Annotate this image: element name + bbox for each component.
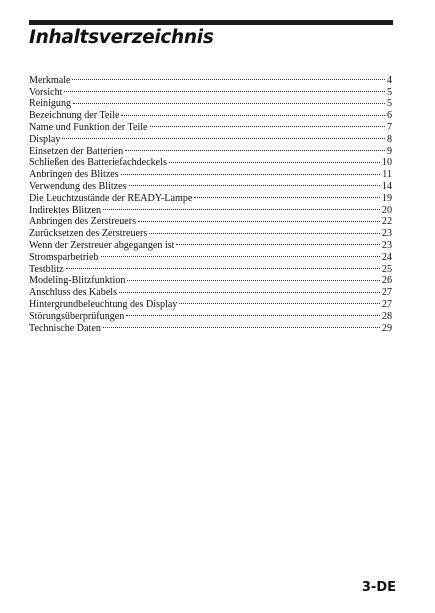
toc-entry-label: Merkmale — [29, 74, 71, 86]
toc-entry-label: Schließen des Batteriefachdeckels — [29, 157, 167, 169]
toc-entry-label: Name und Funktion der Teile — [29, 121, 148, 133]
page-title: Inhaltsverzeichnis — [29, 27, 214, 48]
toc-entry-page: 5 — [386, 98, 392, 110]
toc-entry-label: Hintergrundbeleuchtung des Display — [29, 298, 178, 310]
toc-dot-leader — [179, 295, 380, 307]
toc-dot-leader — [194, 189, 380, 201]
toc-entry-page: 7 — [386, 121, 392, 133]
toc-entry-page: 24 — [381, 251, 392, 263]
toc-entry-label: Vorsicht — [29, 86, 63, 98]
toc-entry-page: 14 — [381, 180, 392, 192]
toc-entry[interactable] — [29, 260, 392, 275]
toc-entry-page: 11 — [382, 169, 392, 181]
toc-entry-page: 10 — [381, 157, 392, 169]
toc-entry[interactable] — [29, 83, 392, 98]
toc-dot-leader — [138, 213, 380, 225]
toc-entry-page: 28 — [381, 310, 392, 322]
toc-entry-page: 22 — [381, 216, 392, 228]
toc-entry-page: 23 — [381, 228, 392, 240]
toc-dot-leader — [121, 165, 381, 177]
toc-entry-page: 27 — [381, 287, 392, 299]
toc-dot-leader — [72, 71, 384, 83]
toc-entry[interactable] — [29, 130, 392, 145]
toc-entry-page: 5 — [386, 86, 392, 98]
toc-entry[interactable] — [29, 95, 392, 110]
toc-entry-page: 25 — [381, 263, 392, 275]
toc-dot-leader — [150, 118, 385, 130]
toc-entry-page: 29 — [381, 322, 392, 334]
toc-entry-label: Anbringen des Blitzes — [29, 169, 119, 181]
toc-dot-leader — [101, 248, 380, 260]
toc-entry-page: 20 — [381, 204, 392, 216]
toc-dot-leader — [149, 224, 380, 236]
toc-entry-page: 4 — [386, 74, 392, 86]
toc-entry-page: 6 — [386, 110, 392, 122]
header-rule — [29, 20, 393, 25]
toc-entry-label: Bezeichnung der Teile — [29, 110, 120, 122]
toc-entry-label: Stromsparbetrieb — [29, 251, 99, 263]
toc-entry-page: 19 — [381, 192, 392, 204]
page-number: 3-DE — [361, 580, 396, 595]
toc-entry-page: 27 — [381, 298, 392, 310]
toc-dot-leader — [126, 307, 380, 319]
toc-entry-label: Anbringen des Zerstreuers — [29, 216, 137, 228]
toc-entry-label: Indirektes Blitzen — [29, 204, 102, 216]
toc-dot-leader — [73, 95, 385, 107]
toc-entry-page: 23 — [381, 239, 392, 251]
toc-dot-leader — [121, 106, 384, 118]
table-of-contents — [29, 71, 392, 334]
toc-entry-page: 9 — [386, 145, 392, 157]
toc-entry[interactable] — [29, 71, 392, 86]
toc-entry-page: 26 — [381, 275, 392, 287]
toc-entry-label: Technische Daten — [29, 322, 101, 334]
toc-entry[interactable] — [29, 272, 392, 287]
toc-dot-leader — [169, 154, 380, 166]
toc-entry[interactable] — [29, 106, 392, 122]
toc-entry-label: Zurücksetzen des Zerstreuers — [29, 228, 148, 240]
toc-entry-label: Wenn der Zerstreuer abgegangen ist — [29, 239, 175, 251]
toc-entry-label: Einsetzen der Batterien — [29, 145, 124, 157]
toc-dot-leader — [129, 177, 380, 189]
toc-dot-leader — [176, 236, 379, 248]
toc-entry-label: Anschluss des Kabels — [29, 287, 118, 299]
toc-dot-leader — [125, 142, 385, 154]
toc-entry-label: Verwendung des Blitzes — [29, 180, 127, 192]
toc-entry[interactable] — [29, 142, 392, 157]
toc-entry-label: Reinigung — [29, 98, 72, 110]
toc-dot-leader — [64, 83, 384, 95]
toc-dot-leader — [103, 319, 380, 331]
toc-entry-label: Modeling-Blitzfunktion — [29, 275, 126, 287]
toc-entry-label: Testblitz — [29, 263, 64, 275]
toc-entry-label: Display — [29, 133, 61, 145]
toc-entry-page: 8 — [386, 133, 392, 145]
toc-dot-leader — [103, 201, 380, 213]
toc-entry-label: Die Leuchtzustände der READY-Lampe — [29, 192, 193, 204]
toc-dot-leader — [62, 130, 385, 142]
toc-entry-label: Störungsüberprüfungen — [29, 310, 125, 322]
toc-dot-leader — [66, 260, 380, 272]
toc-dot-leader — [127, 272, 379, 284]
toc-dot-leader — [119, 283, 380, 295]
